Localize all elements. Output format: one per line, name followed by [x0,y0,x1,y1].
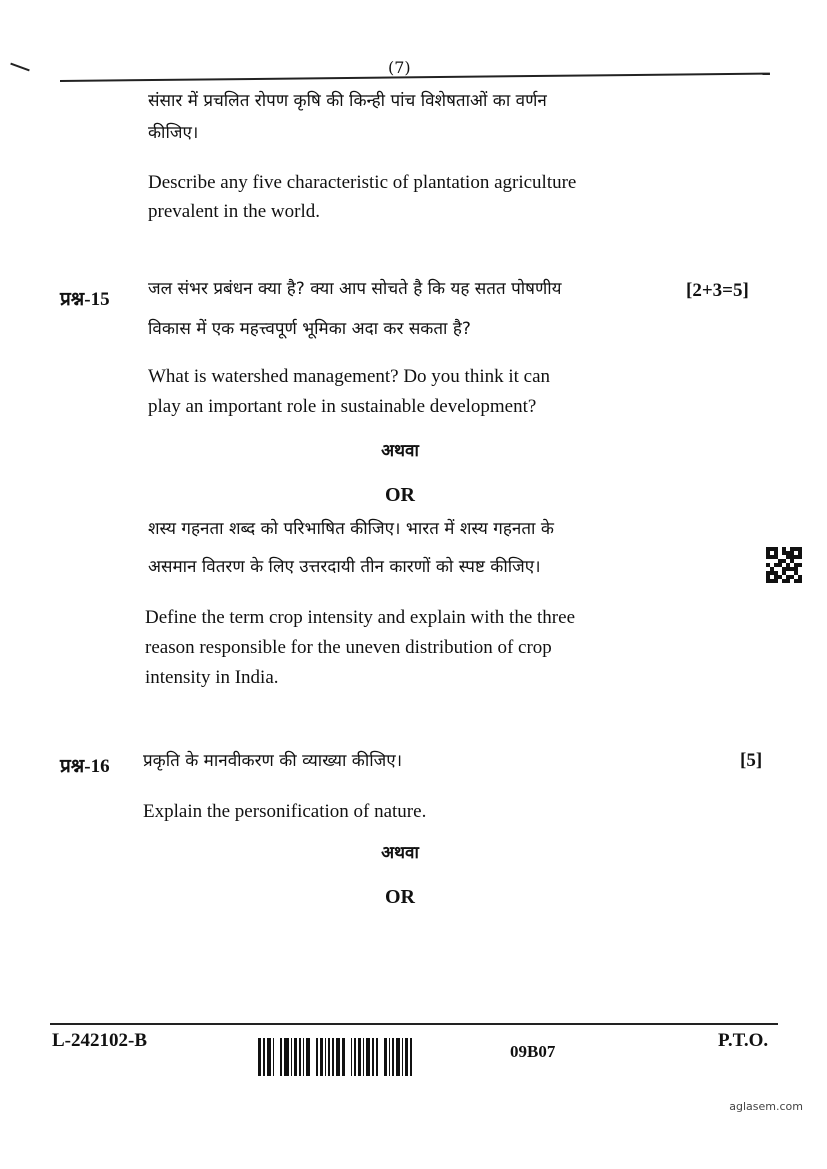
barcode-bar [328,1038,330,1076]
q15-hindi-line2: विकास में एक महत्त्वपूर्ण भूमिका अदा कर सकता है? [148,319,471,339]
q15-english-line1: What is watershed management? Do you think it can [148,366,551,387]
source-watermark: aglasem.com [729,1100,803,1113]
q15-or-english: OR [385,484,415,506]
q16-or-english: OR [385,886,415,908]
barcode-bar [384,1038,387,1076]
barcode-bar [354,1038,356,1076]
barcode-bar [351,1038,352,1076]
bottom-rule [50,1023,778,1025]
corner-mark [10,63,29,72]
barcode-bar [263,1038,265,1076]
barcode-text: 09B07 [510,1042,556,1061]
barcode-bar [358,1038,361,1076]
barcode-bar [376,1038,378,1076]
barcode-icon [258,1038,480,1076]
barcode-bar [316,1038,318,1076]
barcode-bar [405,1038,408,1076]
barcode-bar [306,1038,310,1076]
barcode-bar [303,1038,304,1076]
barcode-bar [336,1038,340,1076]
barcode-bar [396,1038,400,1076]
barcode-bar [299,1038,301,1076]
barcode-bar [332,1038,334,1076]
barcode-bar [291,1038,292,1076]
q15-or-hindi: अथवा [381,441,419,461]
q16-or-hindi: अथवा [381,843,419,863]
barcode-bar [267,1038,271,1076]
barcode-bar [363,1038,364,1076]
barcode-bar [372,1038,374,1076]
q15-alt-english-line3: intensity in India. [145,667,279,688]
q16-english-line1: Explain the personification of nature. [143,801,427,822]
barcode-bar [402,1038,403,1076]
q16-marks: [5] [740,750,763,771]
barcode-bar [273,1038,274,1076]
page-number: (7) [388,58,411,77]
barcode-bar [258,1038,261,1076]
barcode-bar [325,1038,326,1076]
q16-hindi-line1: प्रकृति के मानवीकरण की व्याख्या कीजिए। [143,751,403,771]
q15-alt-hindi-line2: असमान वितरण के लिए उत्तरदायी तीन कारणों को स्पष्ट कीजिए। [148,557,541,577]
q14-english-line1: Describe any five characteristic of plantation agriculture [148,172,577,193]
top-rule [60,73,770,82]
q14-hindi-line1: संसार में प्रचलित रोपण कृषि की किन्ही पांच विशेषताओं का वर्णन [148,91,547,111]
barcode-bar [280,1038,282,1076]
q14-english-line2: prevalent in the world. [148,201,321,222]
barcode-bar [342,1038,345,1076]
q15-hindi-line1: जल संभर प्रबंधन क्या है? क्या आप सोचते है कि यह सतत पोषणीय [148,279,562,299]
qr-module [798,579,802,583]
barcode-bar [320,1038,323,1076]
pto-label: P.T.O. [718,1030,769,1051]
barcode-bar [389,1038,390,1076]
qr-code-icon [766,547,802,583]
barcode-bar [410,1038,412,1076]
q15-alt-hindi-line1: शस्य गहनता शब्द को परिभाषित कीजिए। भारत में शस्य गहनता के [148,519,554,539]
barcode-bar [392,1038,394,1076]
q15-english-line2: play an important role in sustainable development? [148,396,537,417]
barcode-bar [294,1038,297,1076]
paper-code: L-242102-B [52,1030,147,1051]
q14-hindi-line2: कीजिए। [148,123,199,143]
q15-number: प्रश्न-15 [60,289,110,310]
barcode-bar [366,1038,370,1076]
q15-alt-english-line2: reason responsible for the uneven distribution of crop [145,637,552,658]
q15-marks: [2+3=5] [686,280,749,301]
barcode-bar [284,1038,289,1076]
q16-number: प्रश्न-16 [60,756,110,777]
q15-alt-english-line1: Define the term crop intensity and explain with the three [145,607,575,628]
